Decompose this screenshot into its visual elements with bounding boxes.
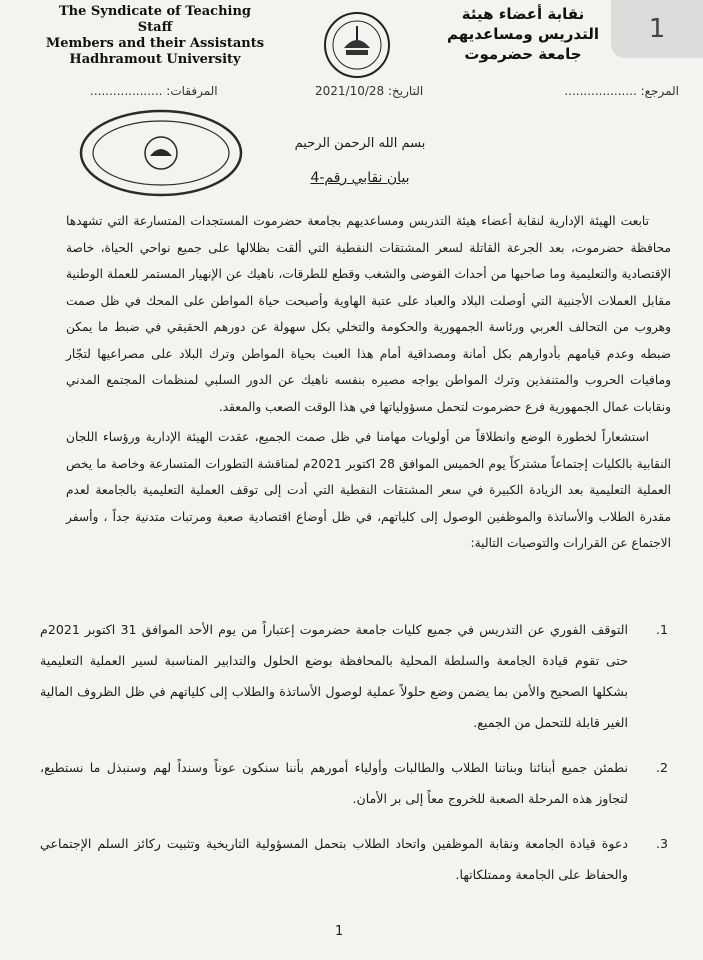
letterhead-en-line-3: Hadhramout University	[69, 52, 241, 67]
university-logo	[322, 10, 392, 80]
list-item	[40, 614, 668, 738]
footer-page-number: 1	[335, 924, 344, 939]
statement-body	[66, 208, 671, 561]
item-text: دعوة قيادة الجامعة ونقابة الموظفين واتحاد الطلاب بتحمل المسؤولية التاريخية وتثبيت ركائز السلم الإجتماعي والحفاظ على الجامعة وممتلكاتها.	[40, 836, 628, 882]
letterhead-ar-line-1: نقابة أعضاء هيئة	[461, 5, 585, 23]
item-number: 2.	[655, 760, 668, 775]
english-letterhead	[40, 4, 270, 68]
reference-field: المرجع: ...................	[564, 84, 679, 98]
date-field: التاريخ: 2021/10/28	[315, 84, 424, 98]
item-number: 1.	[655, 622, 668, 637]
item-number: 3.	[655, 836, 668, 851]
letterhead-en-line-2: Members and their Assistants	[45, 36, 265, 51]
basmala: بسم الله الرحمن الرحيم	[294, 136, 426, 151]
paragraph-1: تابعت الهيئة الإدارية لنقابة أعضاء هيئة التدريس ومساعديهم بجامعة حضرموت المستجدات المتسارعة التي تشهدها محافظة حضرموت، بعد الجرعة القاتلة لسعر المشتقات النفطية التي ألقت بظلالها على جميع نواحي الحياة، خاصة الإقتصادية والتعليمية وما صاحبها من أحداث الفوضى والشغب وقطع للطرقات، ناهيك عن الإنهيار المستمر للعملة الوطنية مقابل العملات الأجنبية التي أوصلت البلاد والعباد على عتبة الهاوية وأصبحت حياة المواطن على المحك في ظل صمت وهروب من التحالف العربي ورئاسة الجمهورية والحكومة والتخلي بكل سهولة عن دورهم الحقيقي في ضبط ما يمكن ضبطه وعدم قيامهم بأدوارهم بكل أمانة ومصداقية أمام هذا العبث بحياة المواطن وترك البلاد على مصراعيها لتجّار ومافيات الحروب والمتنفذين وترك المواطن يواجه مصيره بنفسه ناهيك عن الدور السلبي لمنظمات المجتمع المدني ونقابات عمال الجمهورية فرع حضرموت لتحمل مسؤولياتها في هذا الوقت الصعب والمعقد.	[66, 214, 671, 414]
item-text: نطمئن جميع أبنائنا وبناتنا الطلاب والطالبات وأولياء أمورهم بأننا سنكون عوناً وسنداً لهم وسنبذل ما نستطيع، لتجاوز هذه المرحلة الصعبة للخروج معاً إلى بر الأمان.	[40, 760, 628, 806]
list-item	[40, 752, 668, 814]
attachments-field: المرفقات: ...................	[90, 84, 218, 98]
list-item	[40, 828, 668, 890]
arabic-letterhead	[423, 4, 623, 64]
resolutions-list	[40, 614, 668, 904]
letterhead-ar-line-3: جامعة حضرموت	[464, 45, 582, 63]
letterhead-en-line-1: The Syndicate of Teaching Staff	[59, 4, 251, 35]
official-stamp	[76, 106, 246, 201]
letterhead-ar-line-2: التدريس ومساعديهم	[447, 25, 599, 43]
item-text: التوقف الفوري عن التدريس في جميع كليات جامعة حضرموت إعتباراً من يوم الأحد الموافق 31 اكتوبر 2021م حتى تقوم قيادة الجامعة والسلطة المحلية بالمحافظة بوضع الحلول والتدابير المناسبة لسير العملية التعليمية بشكلها الصحيح والأمن بما يضمن وضع حلولاً عملية لوصول الأساتذة والطلاب إلى كلياتهم في ظل الظروف المالية الغير قابلة للتحمل من الجميع.	[40, 622, 629, 730]
page-number-badge: 1	[611, 0, 703, 58]
statement-title: بيان نقابي رقم-4	[310, 170, 410, 186]
paragraph-2: استشعاراً لخطورة الوضع وانطلاقاً من أولويات مهامنا في ظل صمت الجميع، عقدت الهيئة الإدارية ورؤساء اللجان النقابية بالكليات إجتماعاً مشتركاً يوم الخميس الموافق 28 اكتوبر 2021م لمناقشة التطورات المتسارعة وخاصة ما يخص العملية التعليمية بعد الزيادة الكبيرة في سعر المشتقات النفطية التي أدت إلى توقف العملية التعليمية بالجامعة لعدم مقدرة الطلاب والأساتذة والموظفين الوصول إلى كلياتهم، في ظل أوضاع اقتصادية صعبة ومرتبات متدنية جداً ، وأسفر الاجتماع عن القرارات والتوصيات التالية:	[66, 430, 671, 550]
